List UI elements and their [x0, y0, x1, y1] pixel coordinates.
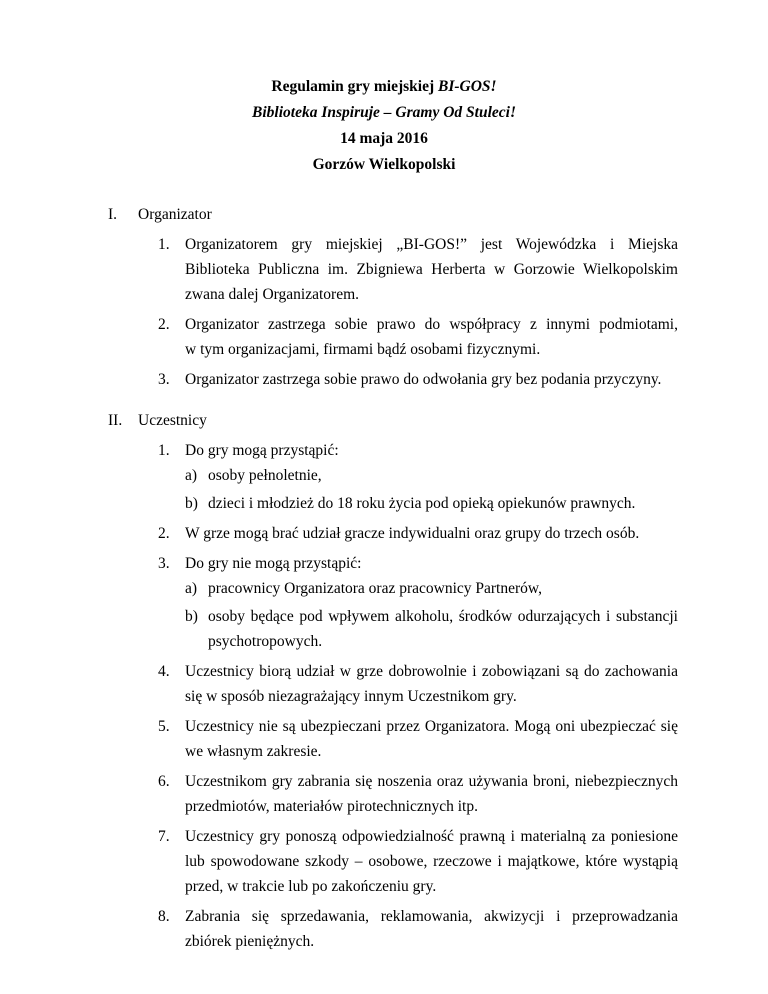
- section-1-list: [158, 232, 678, 397]
- text-line: zbiórek pieniężnych.: [185, 933, 315, 950]
- list-item: [158, 714, 678, 764]
- list-item: [158, 521, 678, 546]
- title-line-2: Biblioteka Inspiruje – Gramy Od Stuleci!: [252, 104, 516, 121]
- list-item: [158, 659, 678, 709]
- item-number: 5.: [158, 718, 170, 735]
- text-line: przedmiotów, materiałów pirotechnicznych itp.: [185, 798, 478, 815]
- text-line: osoby będące pod wpływem alkoholu, środków odurzających i substancji: [208, 608, 678, 625]
- text-line: Uczestnicy biorą udział w grze dobrowolnie i zobowiązani są do zachowania: [185, 663, 678, 680]
- item-number: 2.: [158, 316, 170, 333]
- text-line: zwana dalej Organizatorem.: [185, 286, 360, 303]
- list-item: [158, 438, 678, 516]
- list-item: [158, 769, 678, 819]
- item-number: 8.: [158, 908, 170, 925]
- list-item: [158, 551, 678, 654]
- item-number: 3.: [158, 555, 170, 572]
- item-number: 6.: [158, 773, 170, 790]
- text-line: Uczestnicy nie są ubezpieczani przez Organizatora. Mogą oni ubezpieczać się: [185, 718, 678, 735]
- text-line: w tym organizacjami, firmami bądź osobami fizycznymi.: [185, 341, 541, 358]
- section-heading-2: II. Uczestnicy: [108, 412, 207, 429]
- text-line: dzieci i młodzież do 18 roku życia pod opieką opiekunów prawnych.: [208, 495, 636, 512]
- text-line: Organizator zastrzega sobie prawo do współpracy z innymi podmiotami,: [185, 316, 678, 333]
- text-line: we własnym zakresie.: [185, 743, 322, 760]
- item-number: 3.: [158, 371, 170, 388]
- event-city: Gorzów Wielkopolski: [312, 156, 456, 173]
- list-item: [158, 312, 678, 362]
- text-line: psychotropowych.: [208, 633, 323, 650]
- text-line: Uczestnikom gry zabrania się noszenia oraz używania broni, niebezpiecznych: [185, 773, 678, 790]
- item-number: 4.: [158, 663, 170, 680]
- sub-item-letter: a): [185, 580, 198, 597]
- text-line: pracownicy Organizatora oraz pracownicy Partnerów,: [208, 580, 542, 597]
- title-line-1: Regulamin gry miejskiej BI-GOS!: [271, 78, 497, 95]
- list-item: [158, 232, 678, 307]
- game-name: BI-GOS!: [438, 78, 497, 95]
- document-header: [0, 74, 768, 178]
- sub-item: [185, 604, 678, 654]
- text-line: Zabrania się sprzedawania, reklamowania, akwizycji i przeprowadzania: [185, 908, 678, 925]
- item-number: 1.: [158, 236, 170, 253]
- item-number: 7.: [158, 828, 170, 845]
- item-number: 2.: [158, 525, 170, 542]
- text-line: przed, w trakcie lub po zakończeniu gry.: [185, 878, 437, 895]
- text-line: Uczestnicy gry ponoszą odpowiedzialność prawną i materialną za poniesione: [185, 828, 678, 845]
- list-item: [158, 367, 678, 392]
- text-line: osoby pełnoletnie,: [208, 467, 322, 484]
- text-line: W grze mogą brać udział gracze indywidualni oraz grupy do trzech osób.: [185, 525, 640, 542]
- text-line: Do gry nie mogą przystąpić:: [185, 555, 362, 572]
- sub-item: [185, 491, 678, 516]
- text-line: Do gry mogą przystąpić:: [185, 442, 339, 459]
- text-line: lub spowodowane szkody – osobowe, rzeczowe i majątkowe, które wystąpią: [185, 853, 678, 870]
- list-item: [158, 824, 678, 899]
- sub-item: [185, 463, 678, 488]
- sub-item-letter: a): [185, 467, 198, 484]
- text-line: Organizator zastrzega sobie prawo do odwołania gry bez podania przyczyny.: [185, 371, 662, 388]
- event-date: 14 maja 2016: [340, 130, 428, 147]
- text-line: Biblioteka Publiczna im. Zbigniewa Herberta w Gorzowie Wielkopolskim: [185, 261, 678, 278]
- section-2-list: [158, 438, 678, 959]
- sub-item: [185, 576, 678, 601]
- text-line: się w sposób niezagrażający innym Uczestnikom gry.: [185, 688, 517, 705]
- list-item: [158, 904, 678, 954]
- sub-item-letter: b): [185, 608, 198, 625]
- sub-item-letter: b): [185, 495, 198, 512]
- item-number: 1.: [158, 442, 170, 459]
- section-heading-1: I. Organizator: [108, 206, 212, 223]
- text-line: Organizatorem gry miejskiej „BI-GOS!” jest Wojewódzka i Miejska: [185, 236, 678, 253]
